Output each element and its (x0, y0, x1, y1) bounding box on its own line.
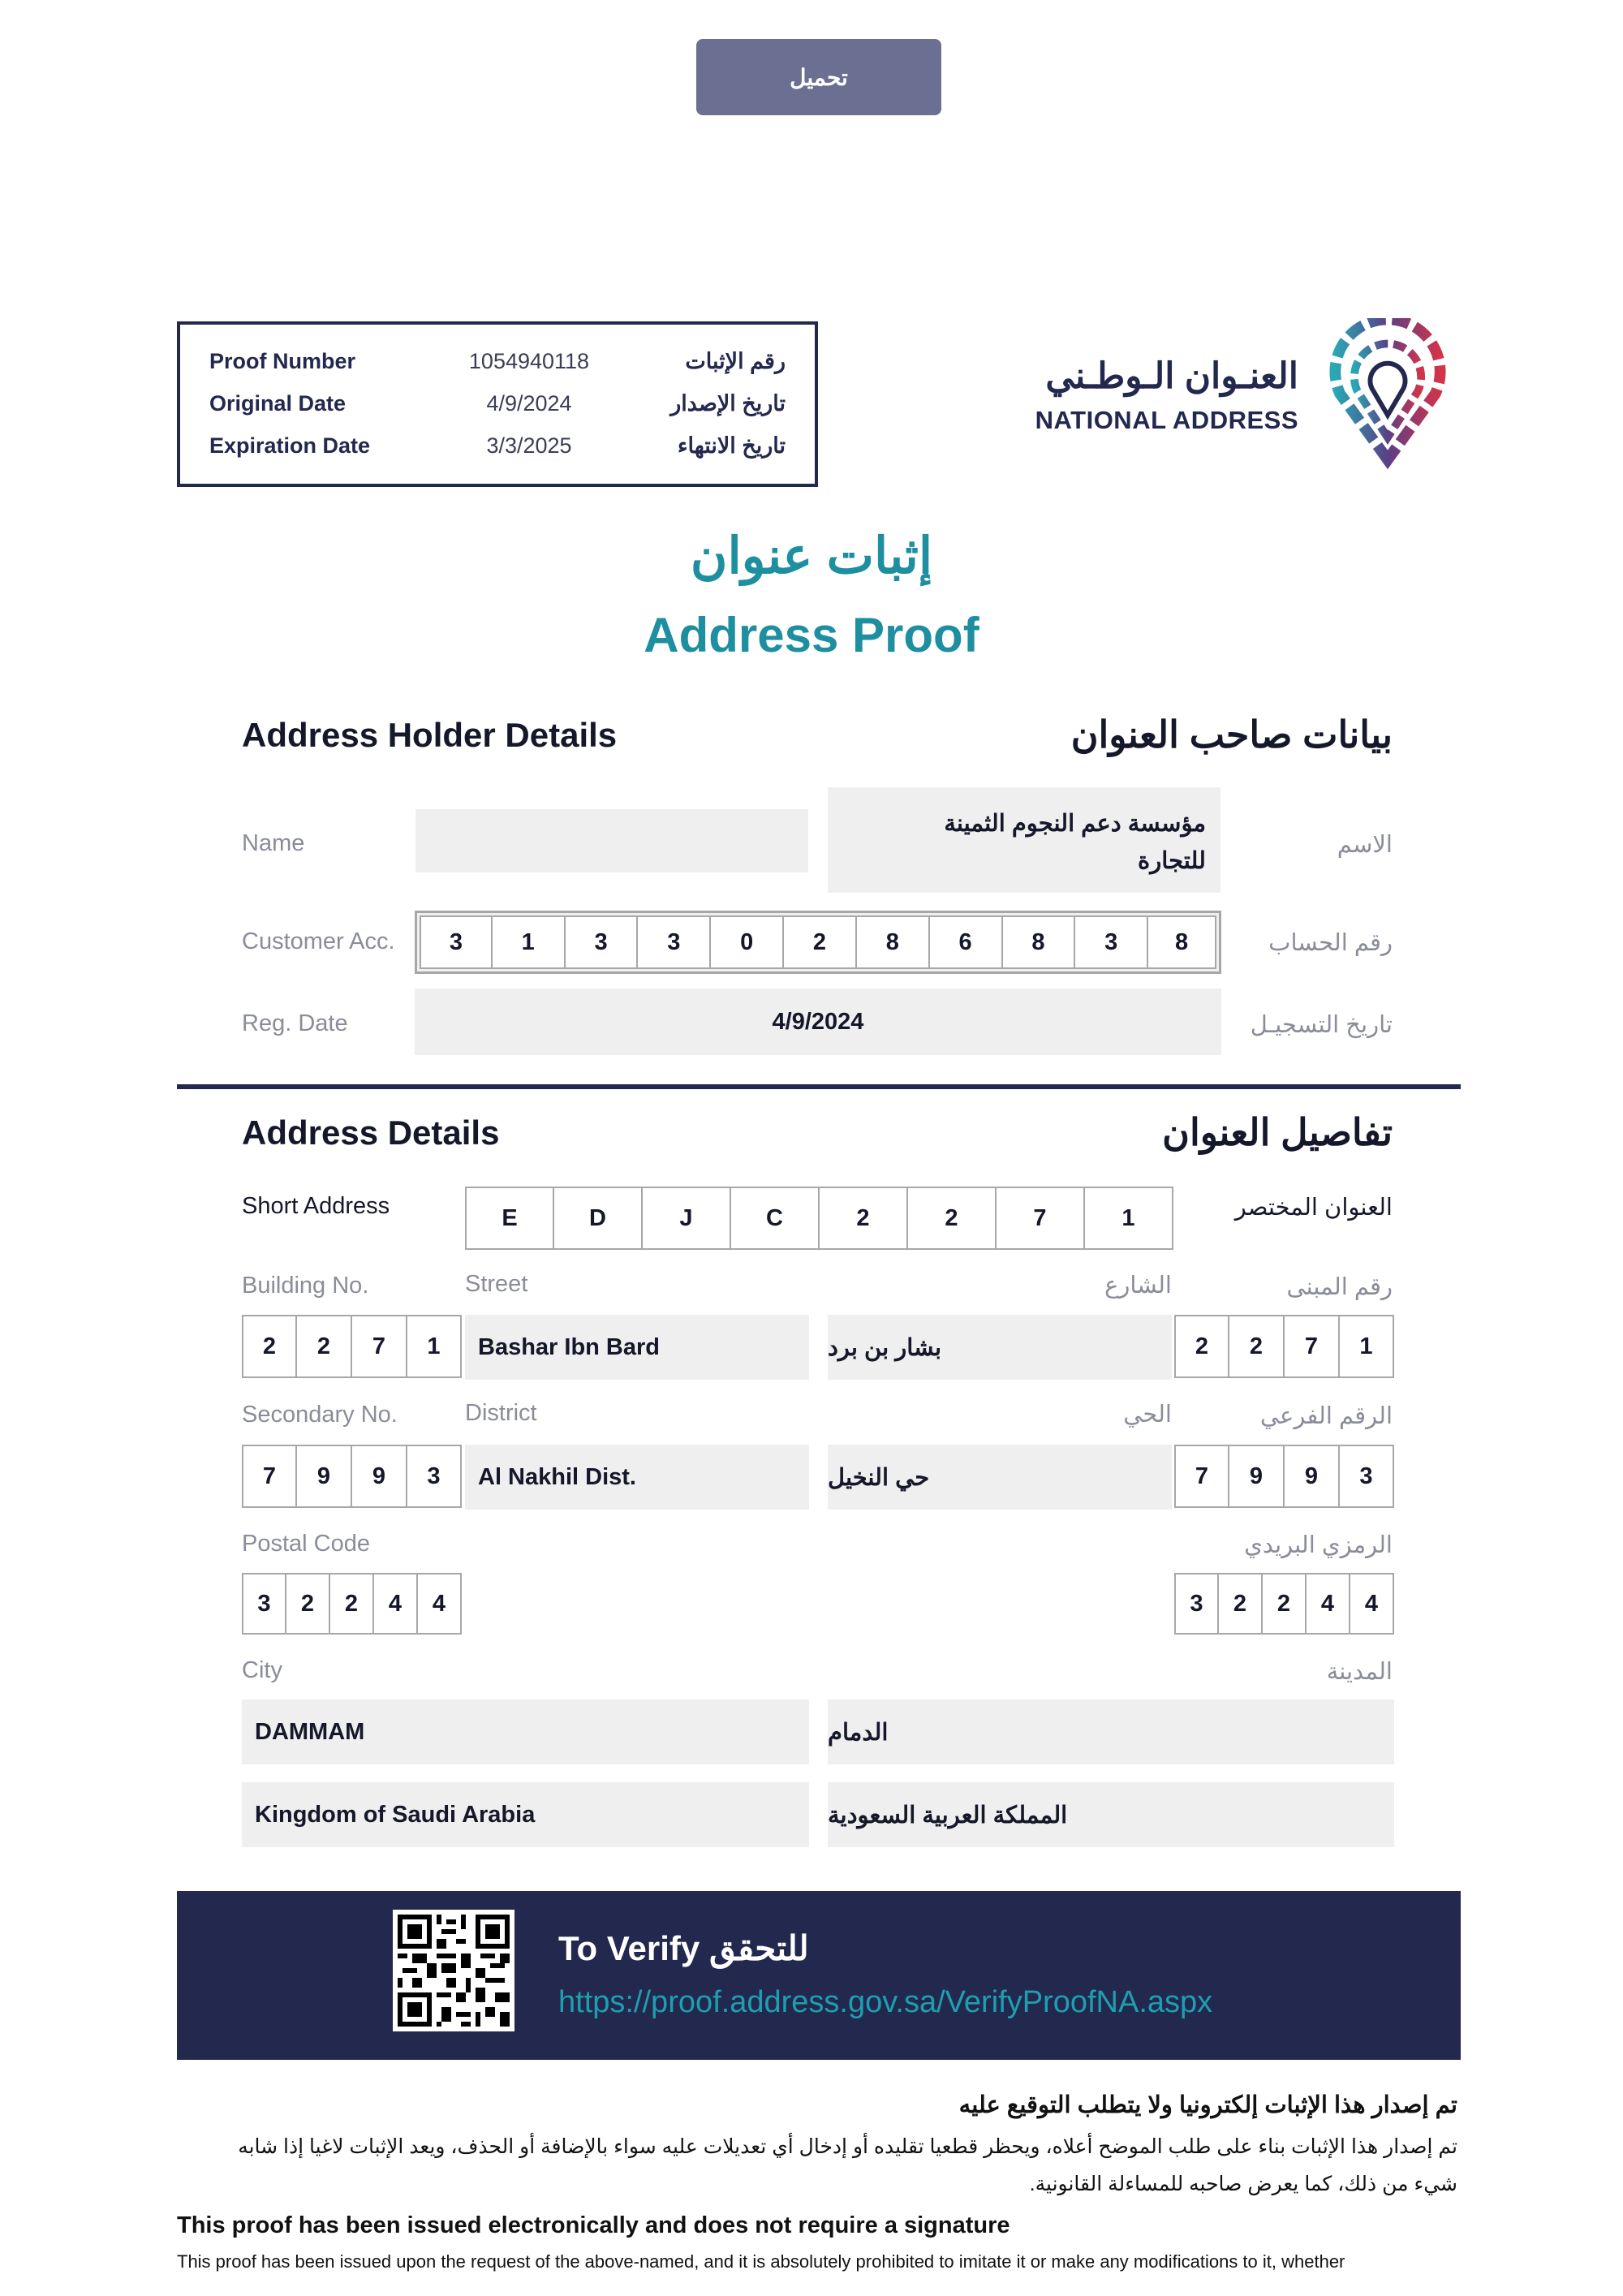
original-date-label-ar: تاريخ الإصدار (670, 391, 786, 416)
postal-label-ar: الرمزي البريدي (1244, 1532, 1393, 1558)
verify-title: To Verify للتحقق (558, 1929, 809, 1967)
postal-digit: 2 (1219, 1573, 1263, 1635)
secondary-label-en: Secondary No. (242, 1402, 398, 1428)
expiration-date-value: 3/3/2025 (486, 433, 572, 458)
secondary-digit: 7 (242, 1445, 297, 1508)
address-heading-ar: تفاصيل العنوان (1162, 1111, 1393, 1153)
account-digit: 6 (930, 915, 1003, 969)
original-date-row (180, 391, 815, 424)
secondary-number-cells-en (242, 1445, 462, 1508)
short-address-char: E (465, 1187, 554, 1250)
expiration-date-row (180, 433, 815, 466)
account-label-ar: رقم الحساب (1268, 930, 1393, 956)
building-number-cells-ar (1174, 1315, 1394, 1378)
district-label-en: District (465, 1400, 537, 1426)
name-label-en: Name (242, 830, 305, 856)
section-divider (177, 1084, 1461, 1089)
secondary-label-ar: الرقم الفرعي (1259, 1403, 1393, 1429)
secondary-digit: 9 (352, 1445, 407, 1508)
account-digit: 8 (857, 915, 930, 969)
account-digit: 3 (420, 915, 493, 969)
postal-digit: 4 (1350, 1573, 1394, 1635)
proof-info-box (177, 321, 818, 487)
short-address-char: C (731, 1187, 820, 1250)
country-en-field: Kingdom of Saudi Arabia (242, 1782, 809, 1847)
name-ar-line2: للتجارة (1138, 848, 1206, 874)
city-label-ar: المدينة (1326, 1659, 1393, 1685)
account-digit: 3 (566, 915, 639, 969)
reg-date-label-en: Reg. Date (242, 1010, 348, 1036)
footer-body-ar: تم إصدار هذا الإثبات بناء على طلب الموضح أعلاه، ويحظر قطعيا تقليده أو إدخال أي تعديلات عليه سواء بالإضافة أو الحذف، ويعد الإثبات لاغيا إذا شابه شيء من ذلك، كما يعرض صاحبه للمساءلة القانونية. (238, 2135, 1457, 2195)
street-en-field: Bashar Ibn Bard (465, 1315, 809, 1380)
footer-body-en: This proof has been issued upon the request of the above-named, and it is absolutely prohibited to imitate it or make any modifications to it, whether (177, 2251, 1345, 2272)
postal-digit: 4 (374, 1573, 418, 1635)
name-en-field (415, 809, 808, 872)
country-ar-field: المملكة العربية السعودية (828, 1782, 1394, 1847)
name-ar-line1: مؤسسة دعم النجوم الثمينة (944, 811, 1206, 837)
account-digit: 0 (711, 915, 784, 969)
city-ar-field: الدمام (828, 1699, 1394, 1764)
title-ar: إثبات عنوان (690, 528, 933, 584)
account-digit: 8 (1148, 915, 1216, 969)
short-address-cells (465, 1187, 1173, 1250)
secondary-digit: 3 (1340, 1445, 1394, 1508)
map-pin-logo-icon (1308, 318, 1467, 477)
district-en-field: Al Nakhil Dist. (465, 1445, 809, 1510)
postal-digit: 4 (418, 1573, 462, 1635)
original-date-label: Original Date (209, 391, 347, 416)
street-label-ar: الشارع (1104, 1273, 1172, 1299)
proof-number-label-ar: رقم الإثبات (685, 349, 786, 373)
short-address-char: J (643, 1187, 731, 1250)
holder-heading-ar: بيانات صاحب العنوان (1070, 713, 1393, 756)
logo-text-en: NATIONAL ADDRESS (1035, 406, 1298, 434)
building-label-en: Building No. (242, 1273, 369, 1299)
district-label-ar: الحي (1123, 1402, 1172, 1428)
city-label-en: City (242, 1657, 282, 1683)
account-digit: 2 (784, 915, 857, 969)
city-en-field: DAMMAM (242, 1699, 809, 1764)
verify-link[interactable]: https://proof.address.gov.sa/VerifyProofNA.aspx (558, 1985, 1213, 2019)
secondary-number-cells-ar (1174, 1445, 1394, 1508)
short-address-char: 1 (1085, 1187, 1173, 1250)
qr-code-icon[interactable] (393, 1910, 514, 2031)
building-digit: 7 (352, 1315, 407, 1378)
building-digit: 2 (1174, 1315, 1229, 1378)
account-digit: 1 (493, 915, 566, 969)
postal-code-cells-en (242, 1573, 462, 1635)
short-address-char: 7 (997, 1187, 1085, 1250)
secondary-digit: 9 (297, 1445, 352, 1508)
account-digit: 8 (1003, 915, 1076, 969)
expiration-date-label: Expiration Date (209, 433, 371, 458)
download-button[interactable]: تحميل (696, 39, 941, 115)
account-number-cells (415, 911, 1221, 974)
postal-digit: 2 (1263, 1573, 1307, 1635)
postal-digit: 3 (1174, 1573, 1219, 1635)
account-digit: 3 (1075, 915, 1148, 969)
building-digit: 2 (1229, 1315, 1285, 1378)
proof-number-label: Proof Number (209, 349, 356, 373)
reg-date-field: 4/9/2024 (415, 989, 1221, 1055)
title-en: Address Proof (644, 608, 979, 662)
building-digit: 7 (1285, 1315, 1340, 1378)
street-label-en: Street (465, 1271, 528, 1297)
building-digit: 1 (407, 1315, 462, 1378)
account-label-en: Customer Acc. (242, 928, 395, 954)
secondary-digit: 9 (1285, 1445, 1340, 1508)
short-address-char: D (554, 1187, 643, 1250)
postal-digit: 4 (1307, 1573, 1350, 1635)
building-digit: 2 (242, 1315, 297, 1378)
secondary-digit: 9 (1229, 1445, 1285, 1508)
short-address-label-ar: العنوان المختصر (1234, 1195, 1393, 1221)
district-ar-field: حي النخيل (828, 1445, 1172, 1510)
postal-digit: 3 (242, 1573, 286, 1635)
postal-digit: 2 (286, 1573, 330, 1635)
postal-label-en: Postal Code (242, 1531, 370, 1557)
street-ar-field: بشار بن برد (828, 1315, 1172, 1380)
footer-title-ar: تم إصدار هذا الإثبات إلكترونيا ولا يتطلب التوقيع عليه (958, 2092, 1457, 2118)
account-digit: 3 (638, 915, 711, 969)
building-digit: 2 (297, 1315, 352, 1378)
proof-number-value: 1054940118 (468, 349, 590, 373)
address-heading-en: Address Details (242, 1114, 500, 1152)
footer-title-en: This proof has been issued electronically and does not require a signature (177, 2212, 1010, 2238)
reg-date-label-ar: تاريخ التسجيـل (1250, 1012, 1393, 1038)
name-ar-field (828, 787, 1220, 893)
secondary-digit: 3 (407, 1445, 462, 1508)
original-date-value: 4/9/2024 (486, 391, 572, 416)
short-address-char: 2 (820, 1187, 908, 1250)
building-number-cells-en (242, 1315, 462, 1378)
short-address-label-en: Short Address (242, 1193, 390, 1219)
verify-band (177, 1891, 1461, 2060)
postal-code-cells-ar (1174, 1573, 1394, 1635)
building-label-ar: رقم المبنى (1286, 1274, 1393, 1300)
short-address-char: 2 (908, 1187, 997, 1250)
expiration-date-label-ar: تاريخ الانتهاء (677, 433, 786, 458)
logo-text-ar: العنـوان الـوطـني (1045, 356, 1298, 396)
postal-digit: 2 (330, 1573, 374, 1635)
holder-heading-en: Address Holder Details (242, 716, 618, 754)
building-digit: 1 (1340, 1315, 1394, 1378)
secondary-digit: 7 (1174, 1445, 1229, 1508)
name-label-ar: الاسم (1337, 832, 1393, 858)
proof-number-row (180, 349, 815, 381)
